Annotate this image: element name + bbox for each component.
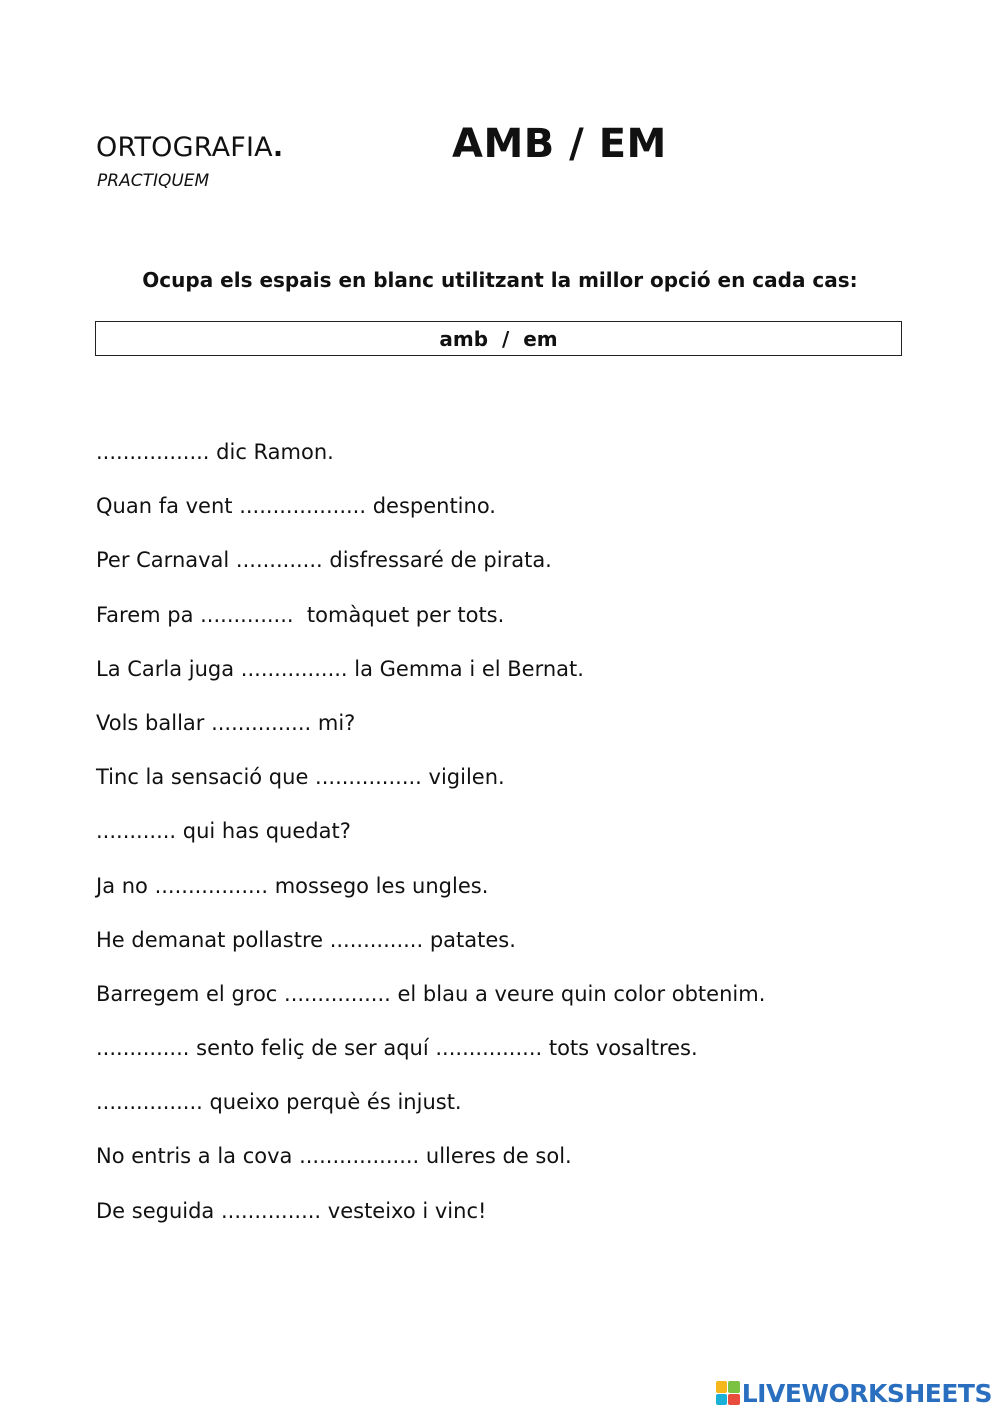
- sentence-item[interactable]: Barregem el groc ................ el blau a veure quin color obtenim.: [96, 981, 766, 1006]
- sentence-item[interactable]: Ja no ................. mossego les ungles.: [96, 873, 489, 898]
- sentence-item[interactable]: ................ queixo perquè és injust.: [96, 1090, 462, 1115]
- subject-dot: .: [272, 132, 284, 163]
- sentence-item[interactable]: De seguida ............... vesteixo i vinc!: [96, 1198, 487, 1223]
- instruction: Ocupa els espais en blanc utilitzant la millor opció en cada cas:: [142, 268, 858, 292]
- liveworksheets-logo-icon: [716, 1381, 740, 1405]
- sentence-item[interactable]: ............ qui has quedat?: [96, 819, 351, 844]
- subject-text: ORTOGRAFIA: [96, 132, 273, 163]
- brand-footer: [716, 1376, 992, 1410]
- sentence-item[interactable]: Farem pa .............. tomàquet per tots.: [96, 602, 505, 627]
- subtitle: PRACTIQUEM: [97, 171, 210, 191]
- options-box: amb / em: [95, 321, 902, 356]
- sentence-item[interactable]: He demanat pollastre .............. patates.: [96, 927, 516, 952]
- sentence-item[interactable]: .............. sento feliç de ser aquí ................ tots vosaltres.: [96, 1036, 698, 1061]
- subject-heading: [96, 132, 283, 163]
- sentence-item[interactable]: Per Carnaval ............. disfressaré de pirata.: [96, 548, 552, 573]
- sentence-list: [96, 438, 765, 1251]
- brand-name: LIVEWORKSHEETS: [741, 1378, 992, 1408]
- sentence-item[interactable]: ................. dic Ramon.: [96, 440, 334, 464]
- sentence-item[interactable]: Tinc la sensació que ................ vigilen.: [96, 765, 505, 790]
- page-title: AMB / EM: [452, 121, 667, 167]
- sentence-item[interactable]: Quan fa vent ................... despentino.: [96, 494, 496, 519]
- sentence-item[interactable]: La Carla juga ................ la Gemma i el Bernat.: [96, 656, 584, 681]
- sentence-item[interactable]: Vols ballar ............... mi?: [96, 710, 356, 735]
- sentence-item[interactable]: No entris a la cova .................. ulleres de sol.: [96, 1144, 572, 1169]
